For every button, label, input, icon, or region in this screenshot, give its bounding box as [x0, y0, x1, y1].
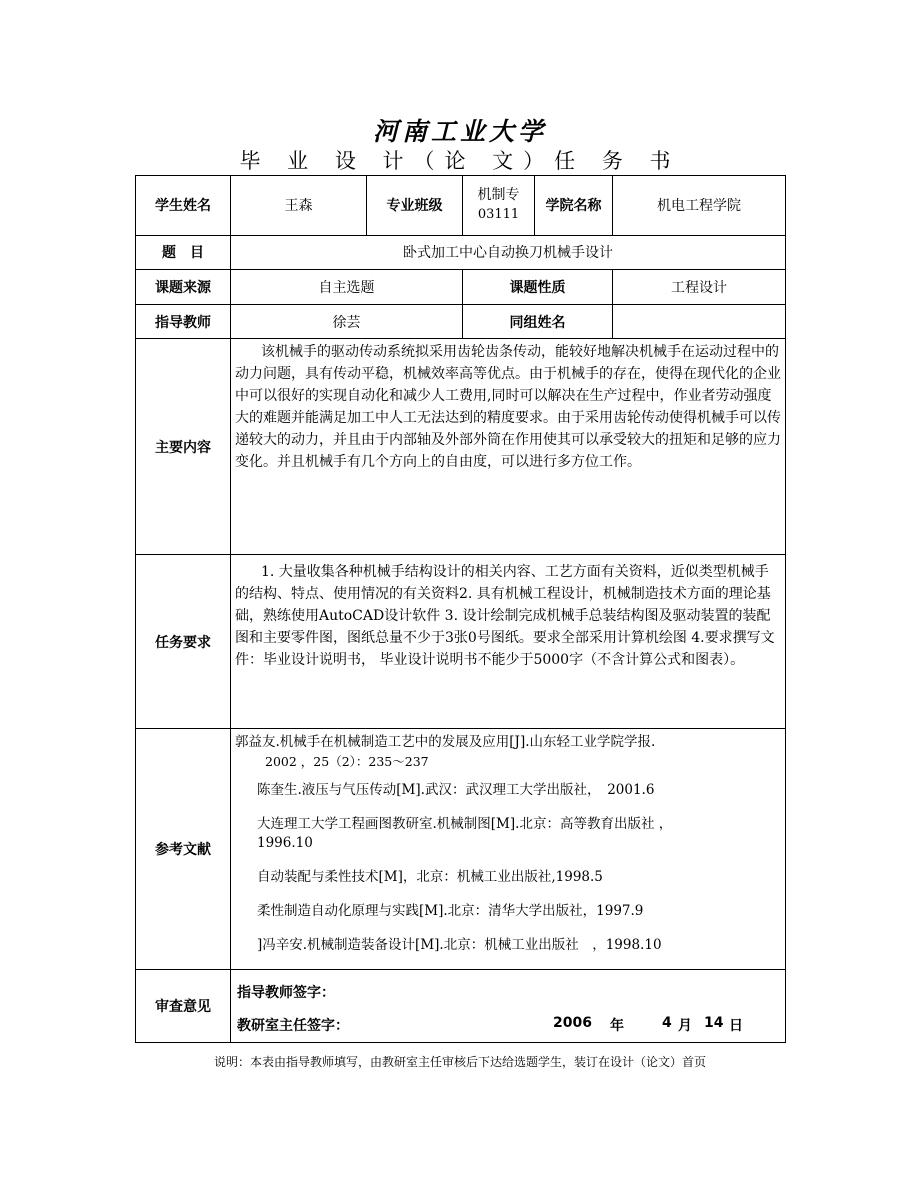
advisor-value: 徐芸 [231, 305, 463, 339]
source-value: 自主选题 [231, 269, 463, 304]
class-value-line1: 机制专 [477, 187, 520, 204]
ref-1-line1: 郭益友.机械手在机械制造工艺中的发展及应用[J].山东轻工业学院学报. [235, 734, 656, 751]
source-label: 课题来源 [136, 269, 231, 304]
advisor-label: 指导教师 [136, 305, 231, 339]
ref-4: 自动装配与柔性技术[M]，北京：机械工业出版社,1998.5 [257, 869, 603, 886]
advisor-sign-label: 指导教师签字： [237, 985, 335, 1002]
date-day: 14 [704, 1015, 724, 1032]
topic-value: 卧式加工中心自动换刀机械手设计 [231, 235, 786, 269]
row-advisor [136, 305, 786, 339]
nature-label: 课题性质 [463, 269, 613, 304]
group-value [613, 305, 786, 339]
ref-5: 柔性制造自动化原理与实践[M].北京：清华大学出版社，1997.9 [257, 903, 644, 920]
review-label: 审查意见 [136, 970, 231, 1043]
student-name-value: 王森 [231, 176, 367, 236]
nature-value: 工程设计 [613, 269, 786, 304]
row-review [136, 970, 786, 1043]
row-refs [136, 729, 786, 970]
university-title: 河南工业大学 [372, 117, 547, 146]
task-form-table [135, 175, 786, 1043]
ref-3-line2: 1996.10 [257, 835, 313, 852]
review-signatures [231, 970, 786, 1043]
tasks-text: 1. 大量收集各种机械手结构设计的相关内容、工艺方面有关资料，近似类型机械手的结构、特点、使用情况的有关资料2. 具有机械工程设计，机械制造技术方面的理论基础，熟练使用AutoCAD设计软件 3. 设计绘制完成机械手总装结构图及驱动装置的装配图和主要零件图，图纸总量不少于3张0号图纸。要求全部采用计算机绘图 4.要求撰写文件：毕业设计说明书， 毕业设计说明书不能少于5000字（不含计算公式和图表）。 [231, 555, 786, 729]
class-label: 专业班级 [367, 176, 463, 236]
student-name-label: 学生姓名 [136, 176, 231, 236]
row-tasks [136, 555, 786, 729]
ref-2: 陈奎生.液压与气压传动[M].武汉：武汉理工大学出版社， 2001.6 [257, 782, 655, 799]
row-content [136, 339, 786, 555]
class-value [463, 176, 535, 236]
row-source [136, 269, 786, 304]
refs-list [231, 729, 786, 970]
date-year: 2006 [553, 1015, 592, 1032]
topic-label: 题 目 [136, 235, 231, 269]
group-label: 同组姓名 [463, 305, 613, 339]
director-sign-label: 教研室主任签字： [237, 1018, 349, 1035]
day-char: 日 [729, 1018, 743, 1035]
ref-3-line1: 大连理工大学工程画图教研室.机械制图[M].北京：高等教育出版社 ， [257, 816, 673, 833]
month-char: 月 [678, 1018, 692, 1035]
footer-note: 说明：本表由指导教师填写，由教研室主任审核后下达给选题学生，装订在设计（论文）首页 [213, 1055, 706, 1069]
form-title: 毕 业 设 计（论 文）任 务 书 [239, 149, 681, 173]
college-label: 学院名称 [535, 176, 613, 236]
class-value-line2: 03111 [477, 207, 520, 223]
row-student [136, 176, 786, 236]
director-sign-row [237, 1015, 785, 1035]
ref-6: ]冯辛安.机械制造装备设计[M].北京：机械工业出版社 ，1998.10 [257, 937, 662, 954]
content-label: 主要内容 [136, 339, 231, 555]
row-topic [136, 235, 786, 269]
content-text: 该机械手的驱动传动系统拟采用齿轮齿条传动，能较好地解决机械手在运动过程中的动力问题，具有传动平稳，机械效率高等优点。由于机械手的存在，使得在现代化的企业中可以很好的实现自动化和减少人工费用,同时可以解决在生产过程中，作业者劳动强度大的难题并能满足加工中人工无法达到的精度要求。由于采用齿轮传动使得机械手可以传递较大的动力，并且由于内部轴及外部外筒在作用使其可以承受较大的扭矩和足够的应力变化。并且机械手有几个方向上的自由度，可以进行多方位工作。 [231, 339, 786, 555]
college-value: 机电工程学院 [613, 176, 786, 236]
ref-1-line2: 2002 ，25（2）：235～237 [265, 754, 429, 770]
refs-label: 参考文献 [136, 729, 231, 970]
date-month: 4 [662, 1015, 672, 1032]
year-char: 年 [610, 1018, 624, 1035]
tasks-label: 任务要求 [136, 555, 231, 729]
